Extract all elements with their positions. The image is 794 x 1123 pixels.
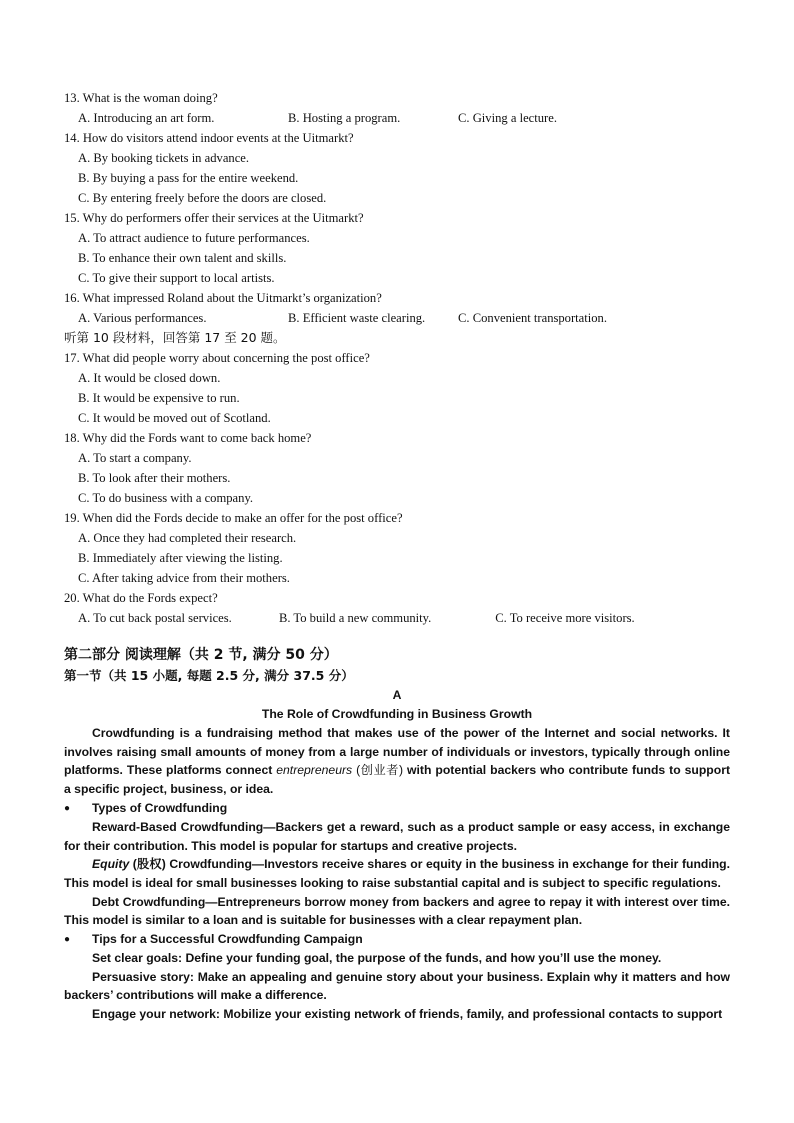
entrepreneurs-term: entrepreneurs: [276, 763, 353, 778]
q18-option-c: C. To do business with a company.: [78, 491, 254, 505]
tip-engage-network: Engage your network: Mobilize your existing network of friends, family, and professional contacts to support: [92, 1007, 723, 1022]
q16-option-b: B. Efficient waste clearing.: [288, 311, 426, 325]
equity-gloss: (股权): [129, 857, 170, 872]
q13-option-a: A. Introducing an art form.: [78, 111, 215, 125]
q19-option-c: C. After taking advice from their mothers.: [78, 571, 290, 585]
bullet-dot-icon: ●: [64, 934, 71, 946]
q14-option-c: C. By entering freely before the doors are closed.: [78, 191, 327, 205]
reward-paragraph: Reward-Based Crowdfunding—Backers get a reward, such as a product sample or easy access, in exchange for their contribution. This model is popular for startups and creative projects.: [64, 819, 730, 853]
passage-letter: A: [392, 688, 402, 702]
question-13-stem: 13. What is the woman doing?: [64, 91, 218, 105]
question-19-stem: 19. When did the Fords decide to make an offer for the post office?: [64, 511, 403, 525]
equity-term: Equity: [92, 857, 130, 872]
q13-option-c: C. Giving a lecture.: [458, 111, 557, 125]
q19-option-a: A. Once they had completed their research.: [78, 531, 297, 545]
question-20-stem: 20. What do the Fords expect?: [64, 591, 218, 605]
part-two-title: 第二部分 阅读理解（共 2 节, 满分 50 分）: [64, 647, 338, 663]
q20-option-c: C. To receive more visitors.: [495, 611, 635, 625]
q15-option-a: A. To attract audience to future performances.: [78, 231, 310, 245]
question-20-options: [64, 608, 744, 628]
q15-option-b: B. To enhance their own talent and skills.: [78, 251, 287, 265]
q20-option-b: B. To build a new community.: [278, 611, 432, 625]
question-16-stem: 16. What impressed Roland about the Uitmarkt’s organization?: [64, 291, 382, 305]
question-16-options: [64, 308, 744, 328]
question-13-options: [64, 108, 744, 128]
q18-option-b: B. To look after their mothers.: [78, 471, 231, 485]
q17-option-c: C. It would be moved out of Scotland.: [78, 411, 271, 425]
q17-option-a: A. It would be closed down.: [78, 371, 221, 385]
q13-option-b: B. Hosting a program.: [288, 111, 401, 125]
question-18-stem: 18. Why did the Fords want to come back home?: [64, 431, 312, 445]
bullet-tips: ● Tips for a Successful Crowdfunding Campaign: [64, 930, 730, 949]
listening-section: [64, 88, 744, 628]
q14-option-a: A. By booking tickets in advance.: [78, 151, 250, 165]
equity-paragraph: Equity (股权) Crowdfunding—Investors receive shares or equity in the business in exchange for their funding. This model is ideal for small businesses looking to raise substantial capital and is subject to specific regulations.: [64, 857, 731, 890]
question-17-stem: 17. What did people worry about concerning the post office?: [64, 351, 370, 365]
q16-option-a: A. Various performances.: [78, 311, 207, 325]
q17-option-b: B. It would be expensive to run.: [78, 391, 240, 405]
tip-clear-goals: Set clear goals: Define your funding goal, the purpose of the funds, and how you’ll use the money.: [92, 951, 662, 966]
listening-instruction: 听第 10 段材料，回答第 17 至 20 题。: [64, 330, 286, 345]
bullet-dot-icon: ●: [64, 802, 71, 814]
q14-option-b: B. By buying a pass for the entire weekend.: [78, 171, 299, 185]
debt-paragraph: Debt Crowdfunding—Entrepreneurs borrow money from backers and agree to repay it with interest over time. This model is similar to a loan and is suitable for businesses with a clear repayment plan.: [64, 894, 730, 928]
tip-persuasive-story: Persuasive story: Make an appealing and genuine story about your business. Explain why it matters and how backers’ contributions will make a difference.: [64, 969, 731, 1003]
intro-paragraph: Crowdfunding is a fundraising method that makes use of the power of the Internet and social networks. It involves raising small amounts of money from a large number of individuals or investors, typically through online platforms. These platforms connect entrepreneurs (创业者) with potential backers who contribute funds to support a specific project, business, or idea.: [64, 726, 731, 797]
passage-title: The Role of Crowdfunding in Business Growth: [261, 707, 533, 721]
question-15-stem: 15. Why do performers offer their services at the Uitmarkt?: [64, 211, 364, 225]
reading-passage-a: [64, 686, 730, 1024]
q18-option-a: A. To start a company.: [78, 451, 192, 465]
question-14-stem: 14. How do visitors attend indoor events at the Uitmarkt?: [64, 131, 354, 145]
section-one-title: 第一节（共 15 小题, 每题 2.5 分, 满分 37.5 分）: [64, 668, 354, 683]
q16-option-c: C. Convenient transportation.: [458, 311, 608, 325]
q19-option-b: B. Immediately after viewing the listing.: [78, 551, 283, 565]
q15-option-c: C. To give their support to local artists.: [78, 271, 275, 285]
entrepreneurs-gloss: (创业者): [352, 763, 404, 778]
q20-option-a: A. To cut back postal services.: [78, 611, 232, 625]
bullet-types: ● Types of Crowdfunding: [64, 799, 730, 818]
